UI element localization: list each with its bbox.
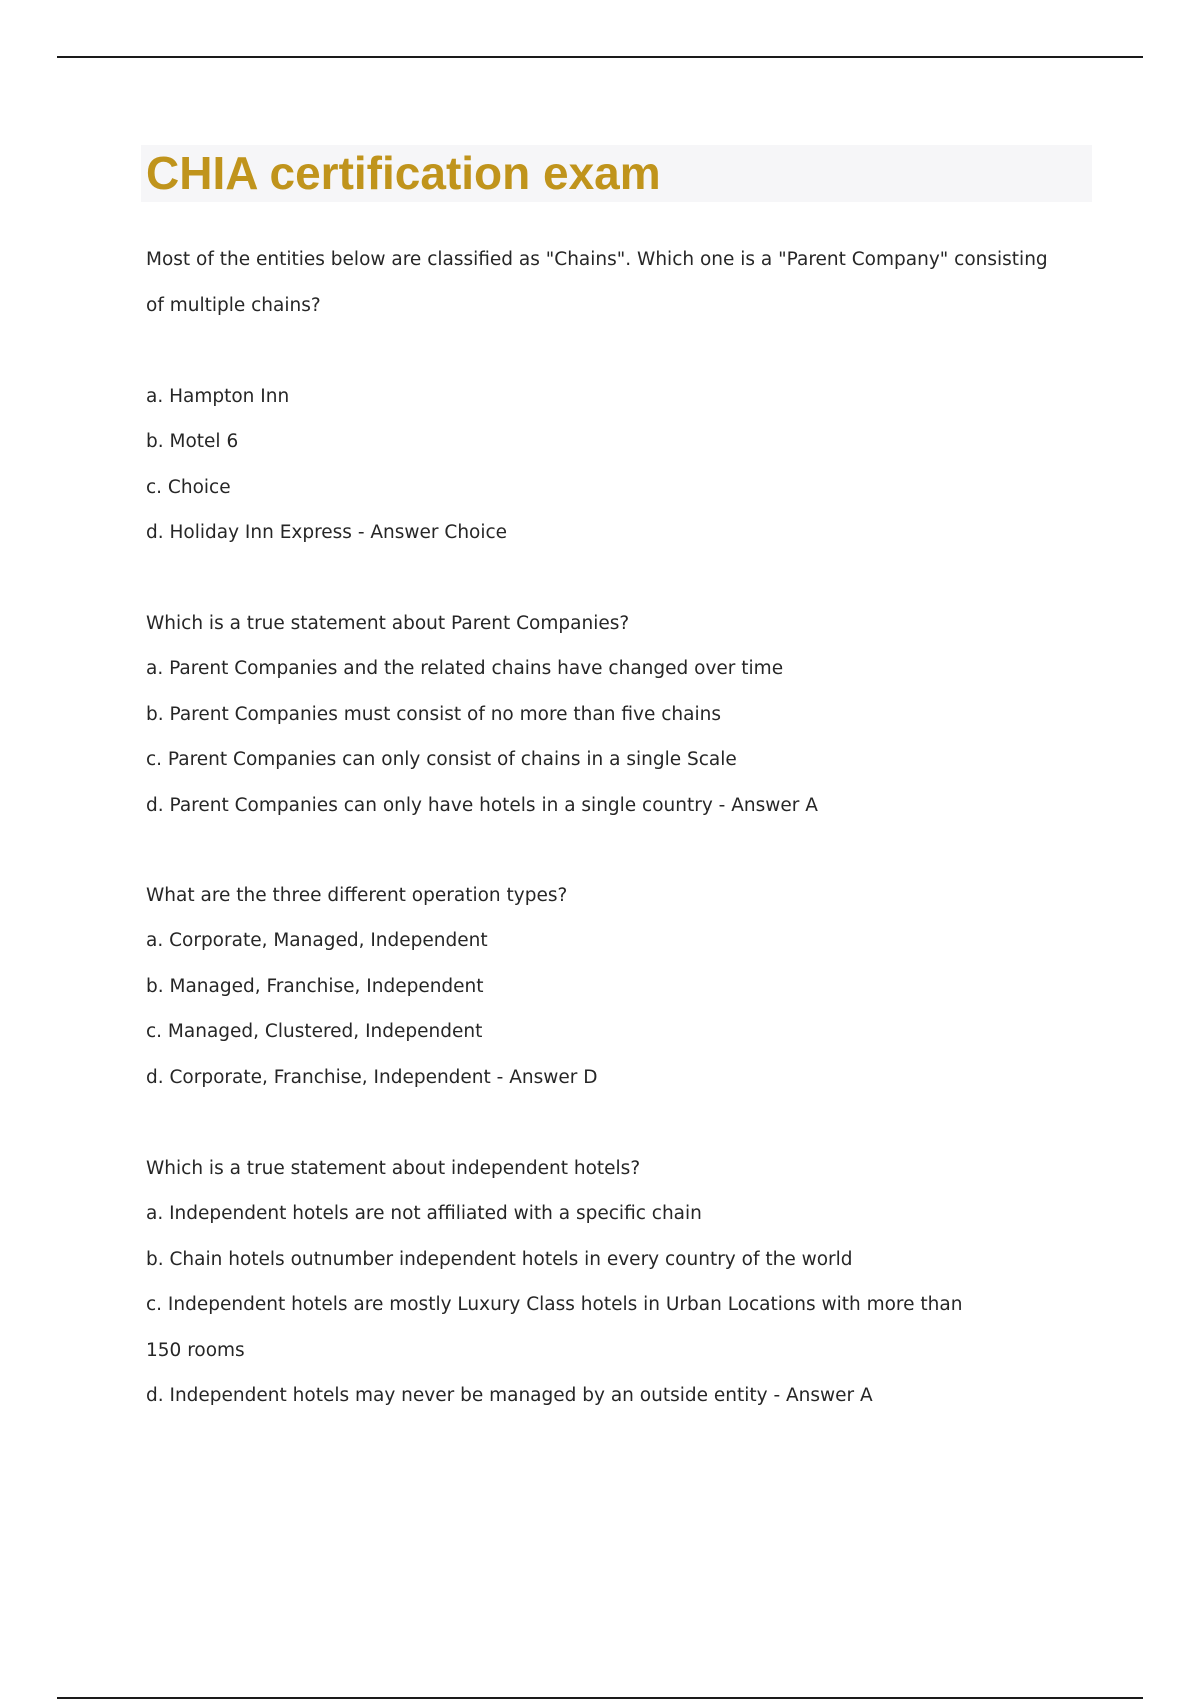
question-4-option-d: d. Independent hotels may never be managed by an outside entity - Answer A bbox=[146, 1385, 873, 1406]
question-1-option-c: c. Choice bbox=[146, 477, 231, 498]
question-4-option-c-line-2: 150 rooms bbox=[146, 1340, 245, 1361]
question-1-option-d: d. Holiday Inn Express - Answer Choice bbox=[146, 522, 508, 543]
question-2-option-d: d. Parent Companies can only have hotels in a single country - Answer A bbox=[146, 795, 818, 816]
question-3-option-c: c. Managed, Clustered, Independent bbox=[146, 1021, 483, 1042]
question-4-stem: Which is a true statement about independent hotels? bbox=[146, 1158, 641, 1179]
question-2-option-a: a. Parent Companies and the related chains have changed over time bbox=[146, 658, 784, 679]
question-2-option-b: b. Parent Companies must consist of no more than five chains bbox=[146, 704, 721, 725]
question-3-option-b: b. Managed, Franchise, Independent bbox=[146, 976, 484, 997]
question-1-stem-line-1: Most of the entities below are classified as "Chains". Which one is a "Parent Company" consisting bbox=[146, 249, 1048, 270]
top-rule bbox=[57, 56, 1143, 58]
question-3-option-a: a. Corporate, Managed, Independent bbox=[146, 930, 488, 951]
question-2-option-c: c. Parent Companies can only consist of chains in a single Scale bbox=[146, 749, 737, 770]
question-3-stem: What are the three different operation types? bbox=[146, 885, 568, 906]
question-4-option-a: a. Independent hotels are not affiliated with a specific chain bbox=[146, 1203, 702, 1224]
question-1-option-a: a. Hampton Inn bbox=[146, 386, 290, 407]
question-1-option-b: b. Motel 6 bbox=[146, 431, 239, 452]
question-2-stem: Which is a true statement about Parent Companies? bbox=[146, 613, 630, 634]
question-1-stem-line-2: of multiple chains? bbox=[146, 295, 321, 316]
question-4-option-c-line-1: c. Independent hotels are mostly Luxury Class hotels in Urban Locations with more than bbox=[146, 1294, 963, 1315]
question-3-option-d: d. Corporate, Franchise, Independent - Answer D bbox=[146, 1067, 598, 1088]
bottom-rule bbox=[57, 1697, 1143, 1699]
document-title: CHIA certification exam bbox=[146, 147, 661, 199]
question-4-option-b: b. Chain hotels outnumber independent hotels in every country of the world bbox=[146, 1249, 853, 1270]
